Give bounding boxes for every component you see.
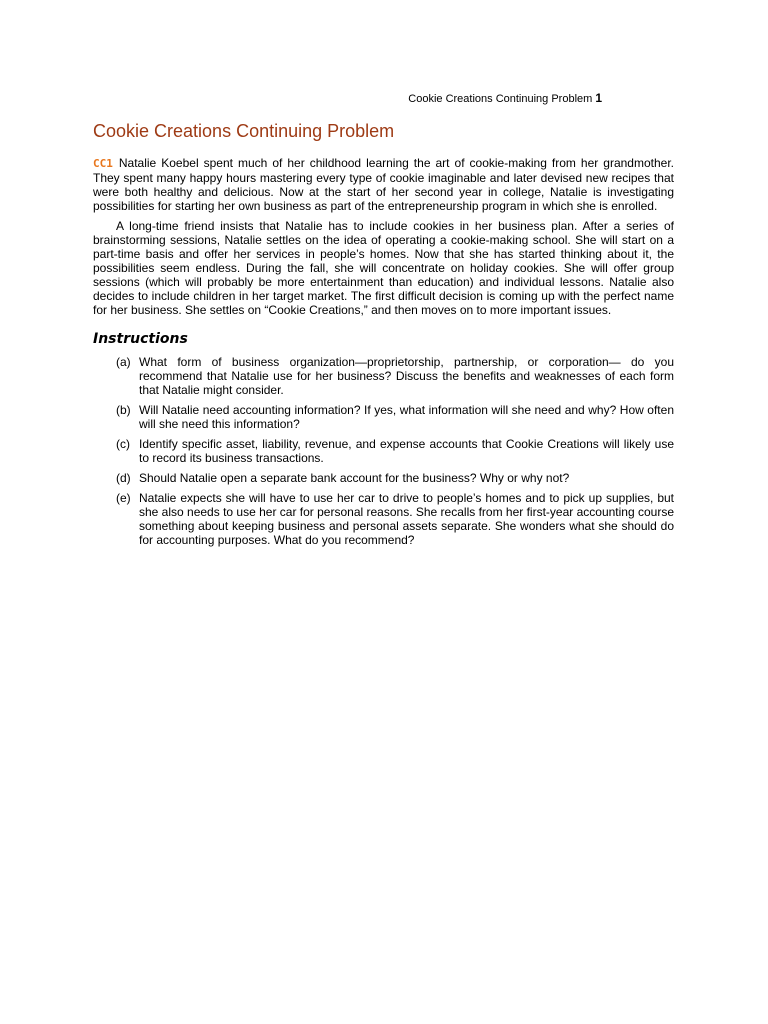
- question-item: [93, 355, 674, 397]
- question-text: Should Natalie open a separate bank account for the business? Why or why not?: [139, 471, 570, 485]
- question-label: (c): [116, 437, 130, 451]
- question-item: [93, 403, 674, 431]
- running-header: [93, 91, 602, 106]
- question-text: What form of business organization—proprietorship, partnership, or corporation— do you recommend that Natalie use for her business? Discuss the benefits and weaknesses of each form that Natalie might consider.: [139, 355, 674, 397]
- document-body: [93, 156, 674, 553]
- question-list: [93, 355, 674, 547]
- instructions-heading: Instructions: [93, 331, 188, 347]
- question-text: Identify specific asset, liability, revenue, and expense accounts that Cookie Creations will likely use to record its business transactions.: [139, 437, 674, 465]
- question-label: (a): [116, 355, 131, 369]
- problem-label: CC1: [93, 157, 113, 170]
- question-item: [93, 437, 674, 465]
- question-item: [93, 471, 674, 485]
- body-paragraph: A long-time friend insists that Natalie has to include cookies in her business plan. After a series of brainstorming sessions, Natalie settles on the idea of operating a cookie-making school. She will start on a part-time basis and offer her services in people’s homes. Now that she has started thinking about it, the possibilities seem endless. During the fall, she will concentrate on holiday cookies. She will offer group sessions (which will probably be more entertainment than education) and individual lessons. Natalie also decides to include children in her target market. The first difficult decision is coming up with the perfect name for her business. She settles on “Cookie Creations,” and then moves on to more important issues.: [93, 219, 674, 317]
- intro-text: Natalie Koebel spent much of her childhood learning the art of cookie-making from her grandmother. They spent many happy hours mastering every type of cookie imaginable and later devised new recipes that were both healthy and delicious. Now at the start of her second year in college, Natalie is investigating possibilities for starting her own business as part of the entrepreneurship program in which she is enrolled.: [93, 156, 674, 213]
- page-number: 1: [595, 91, 602, 105]
- question-text: Will Natalie need accounting information? If yes, what information will she need and why? How often will she need this information?: [139, 403, 674, 431]
- question-text: Natalie expects she will have to use her car to drive to people’s homes and to pick up supplies, but she also needs to use her car for personal reasons. She recalls from her first-year accounting course something about keeping business and personal assets separate. She wonders what she should do for accounting purposes. What do you recommend?: [139, 491, 674, 547]
- question-label: (b): [116, 403, 131, 417]
- question-item: [93, 491, 674, 547]
- page-title: Cookie Creations Continuing Problem: [93, 121, 395, 141]
- question-label: (d): [116, 471, 131, 485]
- intro-paragraph: [93, 156, 674, 213]
- running-header-title: Cookie Creations Continuing Problem: [408, 93, 593, 105]
- question-label: (e): [116, 491, 131, 505]
